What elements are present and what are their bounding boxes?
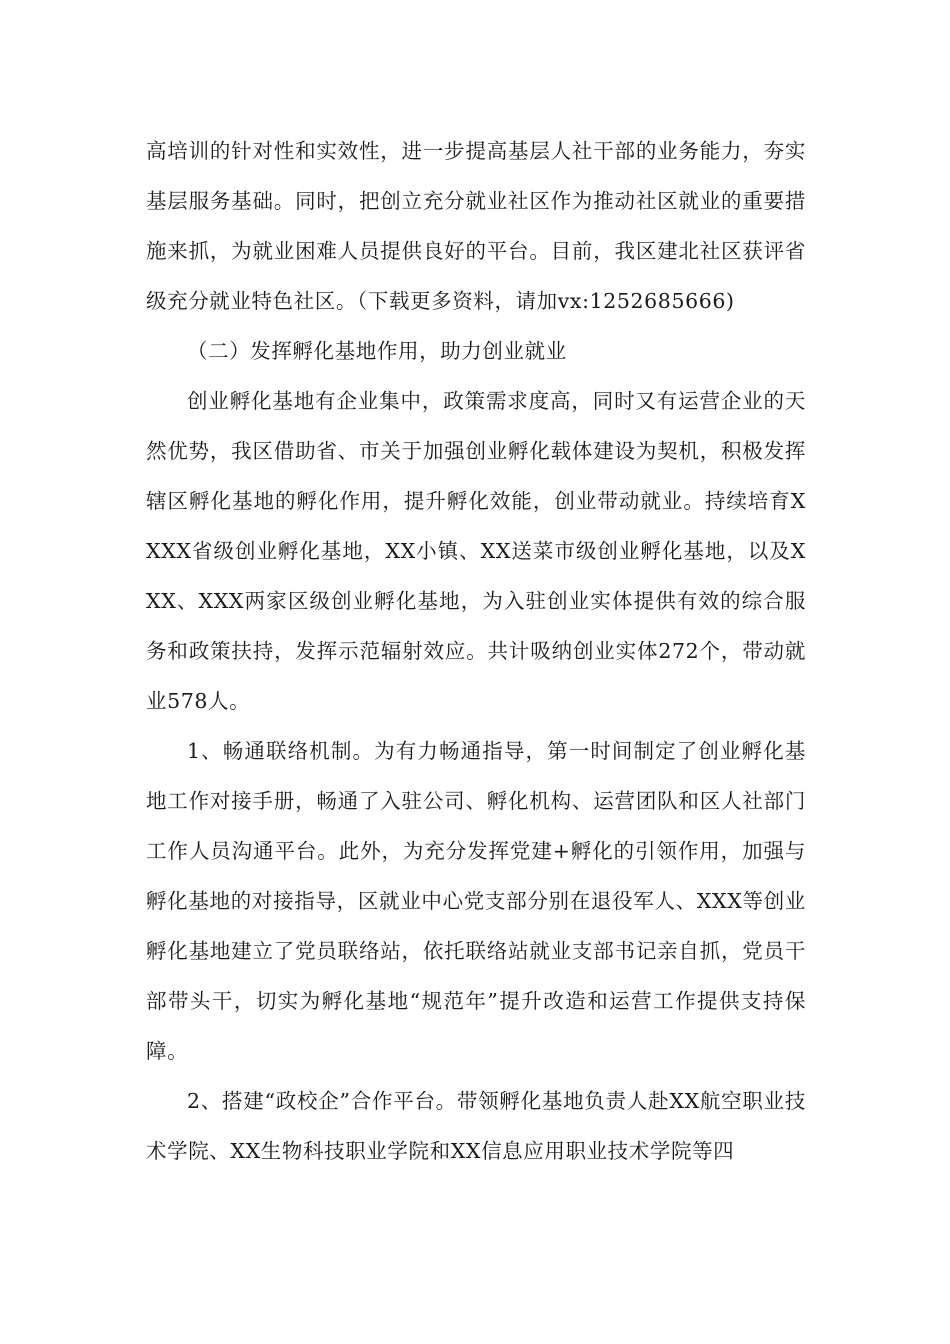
document-body bbox=[146, 126, 806, 1176]
paragraph-continuation: 高培训的针对性和实效性，进一步提高基层人社干部的业务能力，夯实基层服务基础。同时，把创立充分就业社区作为推动社区就业的重要措施来抓，为就业困难人员提供良好的平台。目前，我区建北社区获评省级充分就业特色社区。（下载更多资料，请加vx:1252685666) bbox=[146, 139, 806, 313]
paragraph-incubation-base: 创业孵化基地有企业集中，政策需求度高，同时又有运营企业的天然优势，我区借助省、市关于加强创业孵化载体建设为契机，积极发挥辖区孵化基地的孵化作用，提升孵化效能，创业带动就业。持续培育XXXX省级创业孵化基地，XX小镇、XX送菜市级创业孵化基地，以及XXX、XXX两家区级创业孵化基地，为入驻创业实体提供有效的综合服务和政策扶持，发挥示范辐射效应。共计吸纳创业实体272个，带动就业578人。 bbox=[146, 389, 806, 713]
paragraph-cooperation-platform: 2、搭建“政校企”合作平台。带领孵化基地负责人赴XX航空职业技术学院、XX生物科技职业学院和XX信息应用职业技术学院等四 bbox=[146, 1089, 806, 1163]
paragraph-liaison-mechanism: 1、畅通联络机制。为有力畅通指导，第一时间制定了创业孵化基地工作对接手册，畅通了入驻公司、孵化机构、运营团队和区人社部门工作人员沟通平台。此外，为充分发挥党建+孵化的引领作用，加强与孵化基地的对接指导，区就业中心党支部分别在退役军人、XXX等创业孵化基地建立了党员联络站，依托联络站就业支部书记亲自抓，党员干部带头干，切实为孵化基地“规范年”提升改造和运营工作提供支持保障。 bbox=[146, 739, 806, 1063]
section-heading: （二）发挥孵化基地作用，助力创业就业 bbox=[187, 339, 567, 363]
